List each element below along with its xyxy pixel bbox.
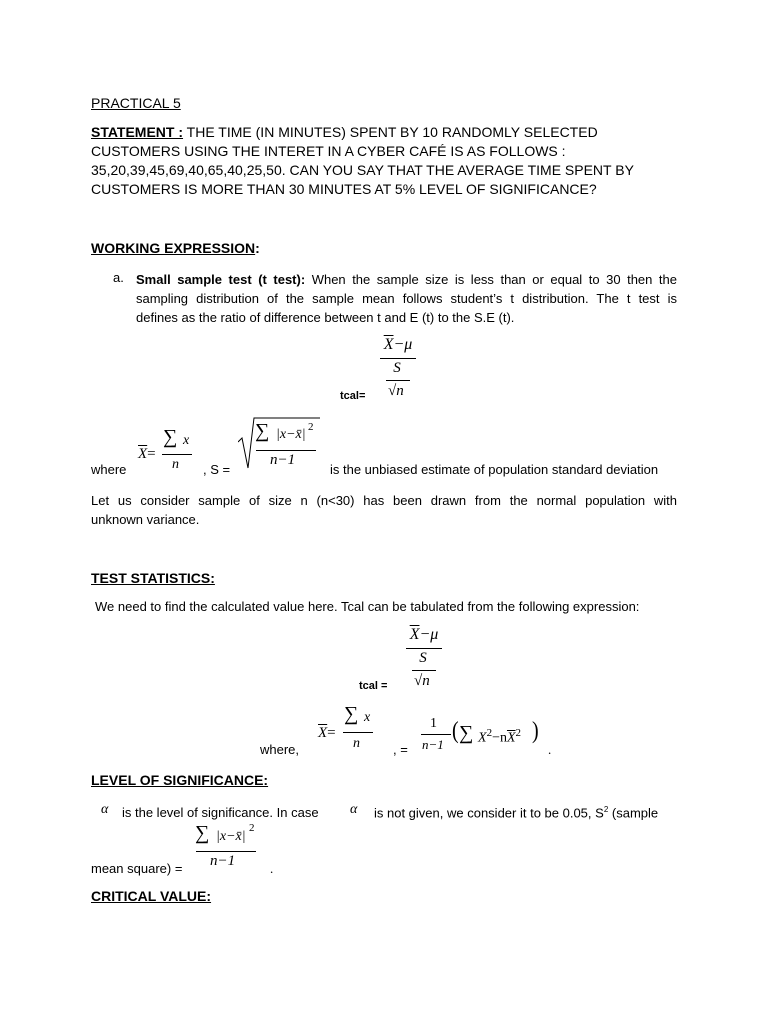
level-of-significance-heading: LEVEL OF SIGNIFICANCE: <box>91 772 269 788</box>
formula-5-sigma: ∑ <box>344 703 359 725</box>
formula-7-sigma: ∑ <box>195 822 210 844</box>
item-bold-label: Small sample test (t test): <box>136 272 306 287</box>
formula-7-abs: |x−x̄| <box>216 829 246 844</box>
formula-3-n-minus-1: n−1 <box>270 452 296 468</box>
formula-2-sigma: ∑ <box>163 426 178 448</box>
formula-3-bar <box>256 450 316 451</box>
formula-4-S: S <box>419 650 427 666</box>
formula-4-fraction-bar <box>406 648 442 649</box>
mean-square-label: mean square) = <box>91 861 183 876</box>
unbiased-estimate-text: is the unbiased estimate of population standard deviation <box>330 462 659 477</box>
statement-line-3: 35,20,39,45,69,40,65,40,25,50. CAN YOU SAY THAT THE AVERAGE TIME SPENT BY <box>91 162 634 178</box>
critical-value-heading: CRITICAL VALUE: <box>91 888 212 904</box>
formula-1-S: S <box>393 360 401 376</box>
los-text-2: is not given, we consider it to be 0.05, $S^2$ (sample <box>374 805 659 821</box>
statement-label: STATEMENT : <box>91 124 184 140</box>
tcal-label-2: tcal = <box>359 680 388 692</box>
formula-6-dot: . <box>548 742 552 757</box>
statement-block <box>91 124 691 200</box>
where-label-1: where <box>91 462 127 477</box>
formula-2-x: x <box>183 433 190 448</box>
formula-2-n: n <box>172 457 179 472</box>
item-line-1: When the sample size is less than or equal to 30 then the <box>311 272 677 287</box>
formula-3-exp: 2 <box>308 421 314 433</box>
statement-line-1: THE TIME (IN MINUTES) SPENT BY 10 RANDOMLY SELECTED <box>186 124 598 140</box>
list-item-small-sample <box>136 270 677 327</box>
formula-6-close-paren: ) <box>532 717 539 745</box>
comma-equals: , = <box>393 742 408 757</box>
statement-line-4: CUSTOMERS IS MORE THAN 30 MINUTES AT 5% LEVEL OF SIGNIFICANCE? <box>91 181 597 197</box>
test-statistics-text: We need to find the calculated value here. Tcal can be tabulated from the following expression: <box>95 599 640 614</box>
test-statistics-heading: TEST STATISTICS: <box>91 570 215 586</box>
formula-4-numerator: $\overline{X}-\mu$ <box>409 626 439 643</box>
assumption-line-2: unknown variance. <box>91 512 200 527</box>
formula-6-one: 1 <box>430 716 437 731</box>
formula-5-n: n <box>353 736 360 751</box>
los-text-1: is the level of significance. In case <box>122 805 319 820</box>
formula-7-exp: 2 <box>249 822 255 834</box>
formula-6-sigma: ∑ <box>459 722 474 744</box>
s-label: , S = <box>203 462 231 477</box>
formula-6-n-minus-1: n−1 <box>422 737 444 752</box>
formula-1-numerator: $\overline{X}-\mu$ <box>383 336 413 353</box>
alpha-symbol-1: α <box>101 802 109 817</box>
working-expression-heading: WORKING EXPRESSION: <box>91 240 260 256</box>
formula-3-sigma: ∑ <box>255 420 270 442</box>
formula-5-bar <box>343 732 373 733</box>
formula-4-inner-bar <box>412 670 436 671</box>
formula-7-bar <box>196 851 256 852</box>
formula-6-bar <box>421 734 451 735</box>
alpha-symbol-2: α <box>350 802 358 817</box>
formula-3-abs: |x−x̄| <box>276 427 306 442</box>
assumption-line-1: Let us consider sample of size n (n<30) has been drawn from the normal population with <box>91 493 677 508</box>
formula-6-X2: $X^2-n\overline{X}^2$ <box>478 727 522 746</box>
formula-7-dot: . <box>270 861 274 876</box>
formula-6-open-paren: ( <box>452 717 459 745</box>
item-line-3: defines as the ratio of difference between t and E (t) to the S.E (t). <box>136 310 515 325</box>
formula-2-bar <box>162 454 192 455</box>
page-title: PRACTICAL 5 <box>91 95 181 111</box>
statement-line-2: CUSTOMERS USING THE INTERET IN A CYBER CAFÉ IS AS FOLLOWS : <box>91 143 566 159</box>
item-line-2: sampling distribution of the sample mean follows student’s t distribution. The t test is <box>136 291 677 306</box>
formula-5-xbar-eq: $\overline{X}=$ <box>318 725 336 741</box>
list-marker: a. <box>113 270 124 285</box>
formula-2-xbar-eq: $\overline{X}=$ <box>138 446 156 462</box>
formula-1-inner-bar <box>386 380 410 381</box>
formula-4-sqrt-n: √n <box>414 673 430 689</box>
formula-1-fraction-bar <box>380 358 416 359</box>
tcal-label-1: tcal= <box>340 390 366 402</box>
assumption-paragraph <box>91 491 677 529</box>
formula-7-n-minus-1: n−1 <box>210 853 236 869</box>
formula-1-sqrt-n: √n <box>388 383 404 399</box>
where-label-2: where, <box>260 742 300 757</box>
formula-5-x: x <box>364 710 371 725</box>
